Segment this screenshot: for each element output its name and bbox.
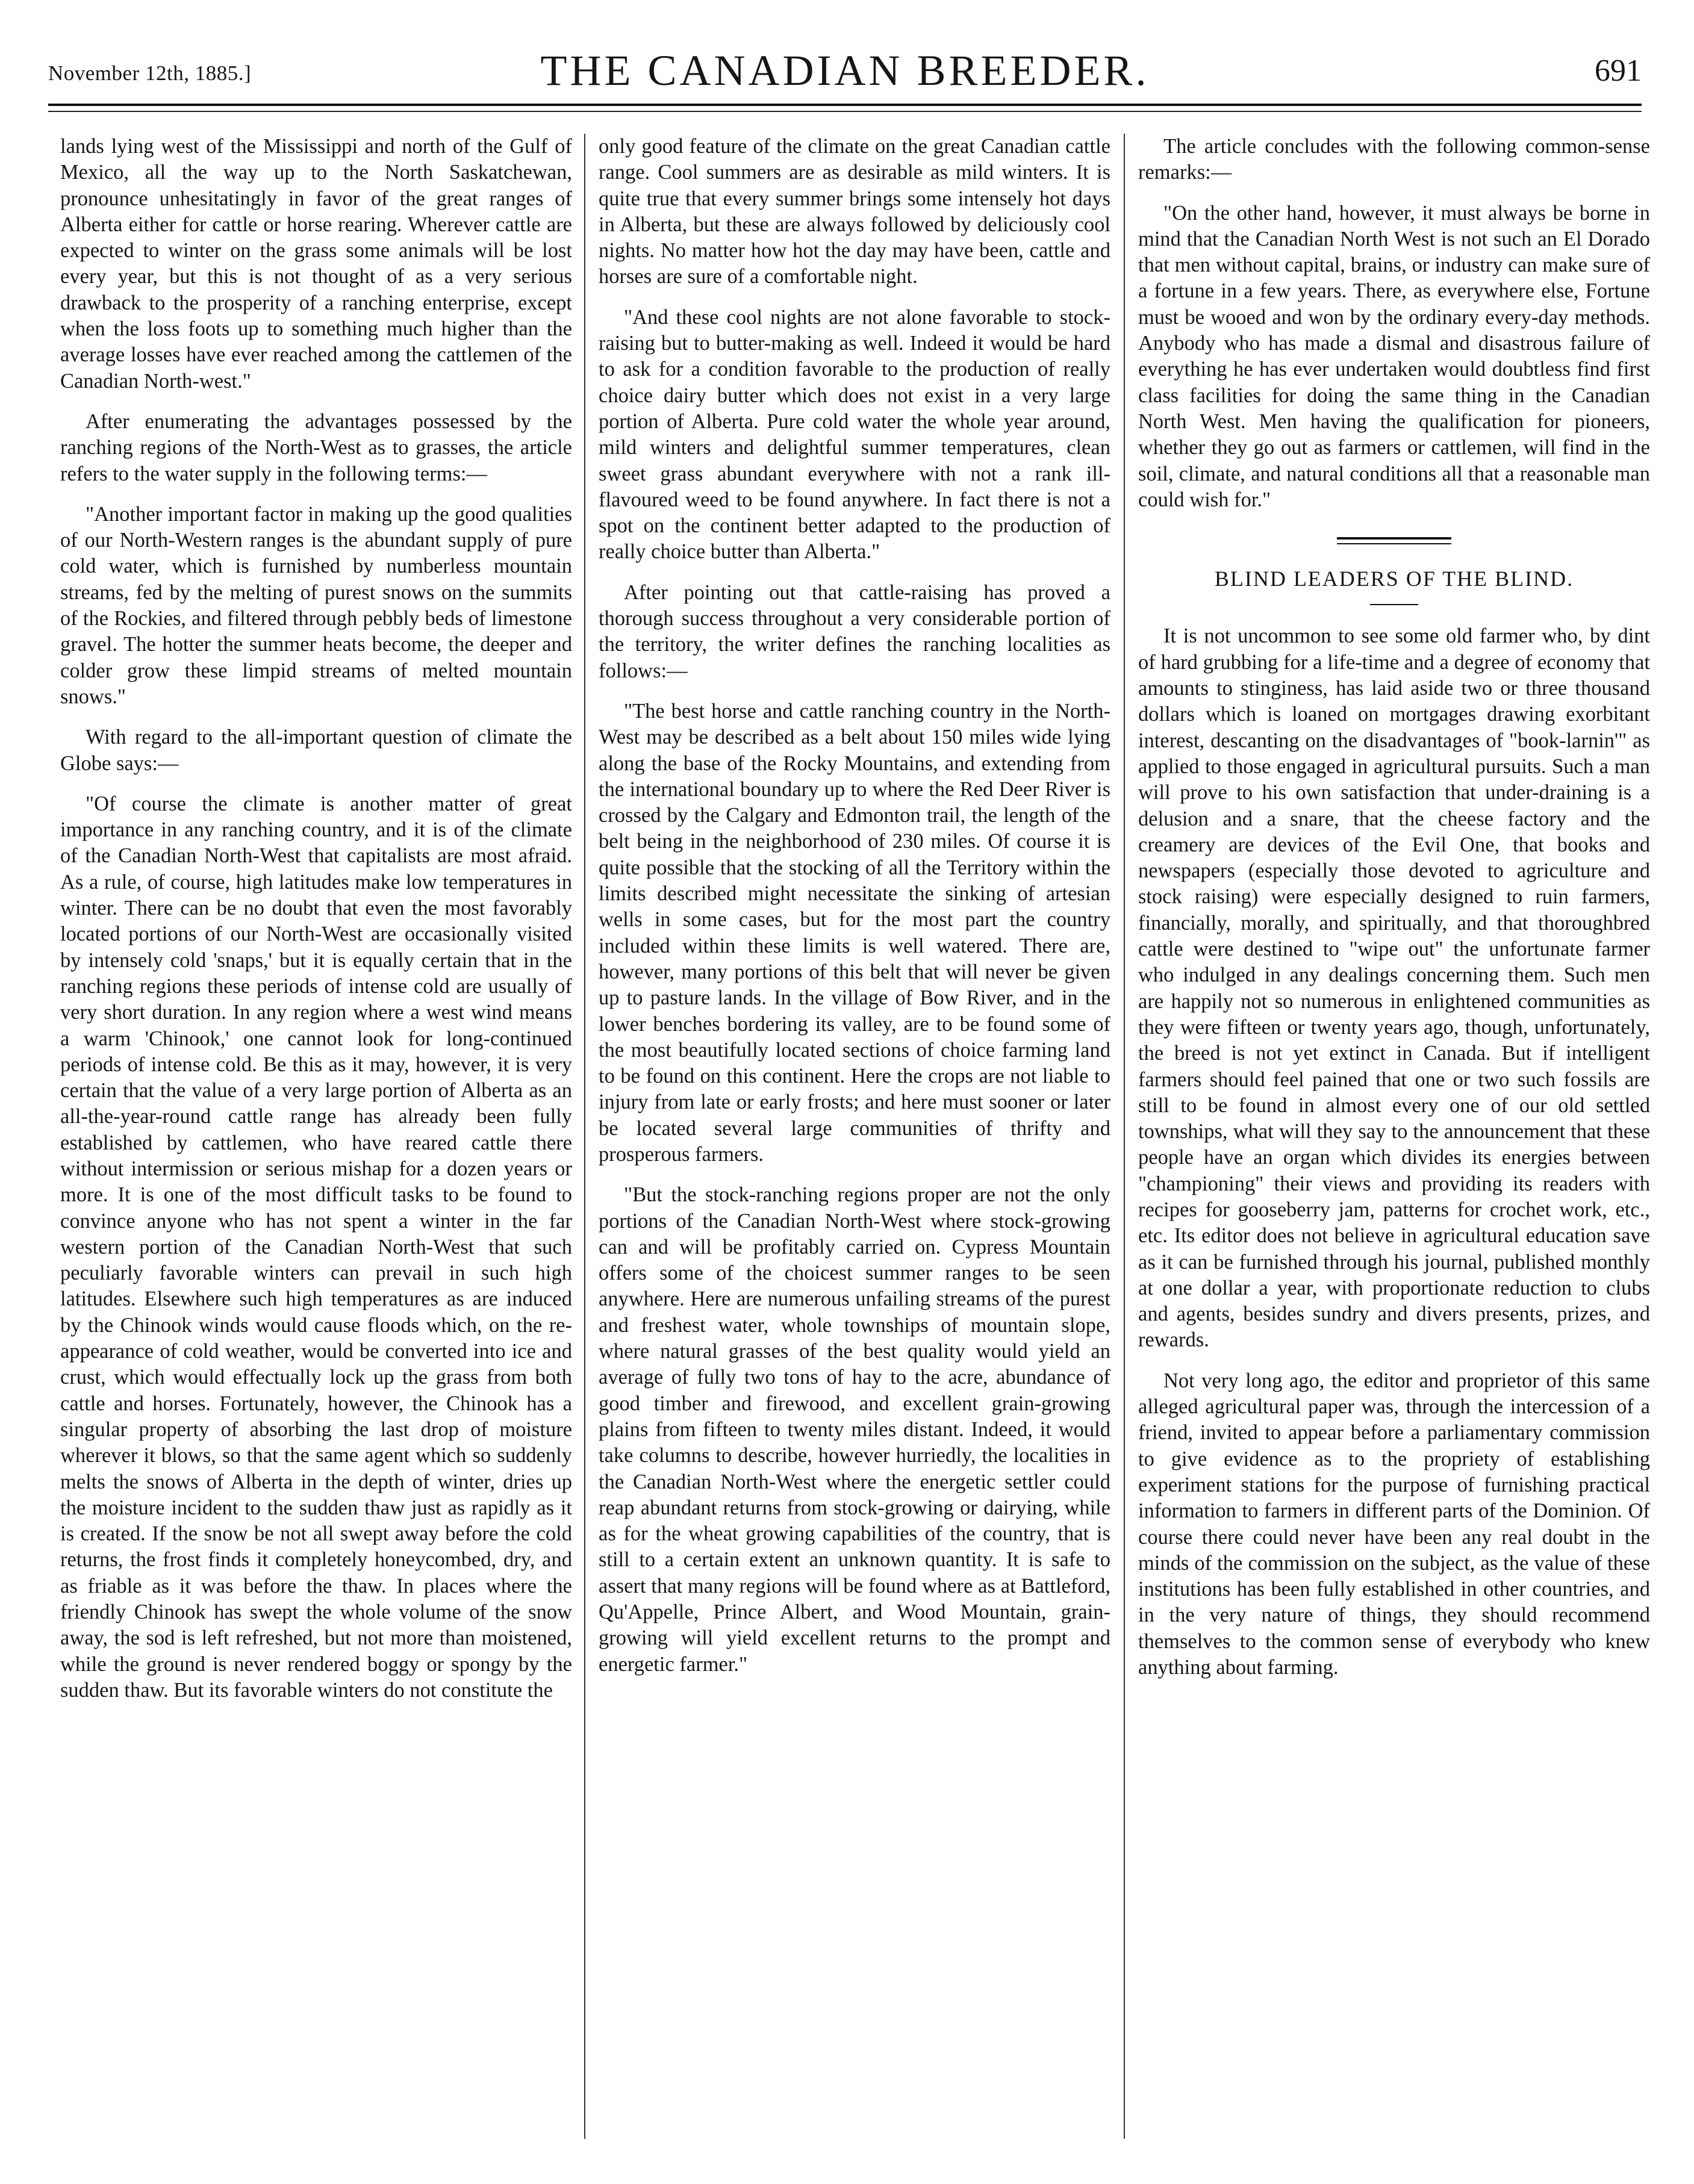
paragraph: lands lying west of the Mississippi and north of the Gulf of Mexico, all the way up to the North Saskatchewan, pronounce unhesitatingly in favor of the great ranges of Alberta either for cattle or horse rearing. Wherever cattle are expected to winter on the grass some animals will be lost every year, but this is not thought of as a very serious drawback to the prosperity of a ranching enterprise, except when the loss foots up to something much higher than the average losses have ever reached among the cattlemen of the Canadian North-west." — [60, 135, 572, 393]
paragraph: "Of course the climate is another matter of great importance in any ranching country, and it is of the climate of the Canadian North-West that capitalists are most afraid. As a rule, of course, high latitudes make low temperatures in winter. There can be no doubt that even the most favorably located portions of our North-West are occasionally visited by intensely cold 'snaps,' but it is equally certain that in the ranching regions these periods of intense cold are usually of very short duration. In any region where a west wind means a warm 'Chinook,' one cannot look for long-continued periods of intense cold. Be this as it may, however, it is very certain that the value of a very large portion of Alberta as an all-the-year-round cattle range has already been fully established by cattlemen, who have reared cattle there without intermission or serious mishap for a dozen years or more. It is one of the most difficult tasks to be found to convince anyone who has not spent a winter in the far western portion of the Canadian North-West that such peculiarly favorable winters can prevail in such high latitudes. Elsewhere such high temperatures as are induced by the Chinook winds would cause floods which, on the re-appearance of cold weather, would be converted into ice and crust, which would effectually lock up the grass from both cattle and horses. Fortunately, however, the Chinook has a singular property of absorbing the last drop of moisture wherever it blows, so that the same agent which so suddenly melts the snows of Alberta in the depth of winter, dries up the moisture incident to the sudden thaw just as rapidly as it is created. If the snow be not all swept away before the cold returns, the frost finds it completely honeycombed, dry, and as friable as it was before the thaw. In places where the friendly Chinook has swept the whole volume of the snow away, the sod is left refreshed, but not more than moistened, while the ground is never rendered boggy or spongy by the sudden thaw. But its favorable winters do not constitute the — [60, 792, 572, 1702]
page-number: 691 — [1595, 54, 1642, 88]
paragraph: Not very long ago, the editor and proprietor of this same alleged agricultural paper was, through the intercession of a friend, invited to appear before a parliamentary commission to give evidence as to the propriety of establishing experiment stations for the purpose of furnishing practical information to farmers in different parts of the Dominion. Of course there could never have been any real doubt in the minds of the commission on the subject, as the value of these institutions has been fully established in other countries, and in the very nature of things, they should recommend themselves to the common sense of everybody who knew anything about farming. — [1138, 1369, 1650, 1679]
paragraph: After pointing out that cattle-raising has proved a thorough success throughout a very considerable portion of the territory, the writer defines the ranching localities as follows:— — [599, 580, 1110, 682]
article-heading: BLIND LEADERS OF THE BLIND. — [1214, 567, 1574, 591]
paragraph: "Another important factor in making up the good qualities of our North-Western ranges is the abundant supply of pure cold water, which is furnished by numberless mountain streams, fed by the melting of purest snows on the summits of the Rockies, and filtered through pebbly beds of limestone gravel. The hotter the summer heats become, the deeper and colder grow these limpid streams of melted mountain snows." — [60, 502, 572, 708]
header-rule — [48, 104, 1642, 106]
column-divider — [584, 134, 585, 2139]
column-2 — [599, 134, 1110, 1678]
column-divider — [1124, 134, 1125, 2139]
paragraph: "And these cool nights are not alone favorable to stock-raising but to butter-making as well. Indeed it would be hard to ask for a condition favorable to the production of really choice dairy butter which does not exist in a very large portion of Alberta. Pure cold water the whole year around, mild winters and delightful summer temperatures, clean sweet grass abundant everywhere with not a rank ill-flavoured weed to be found anywhere. In fact there is not a spot on the continent better adapted to the production of really choice butter than Alberta." — [599, 305, 1110, 564]
paragraph: The article concludes with the following common-sense remarks:— — [1138, 135, 1650, 184]
column-1 — [60, 134, 572, 1703]
paragraph: "On the other hand, however, it must always be borne in mind that the Canadian North West is not such an El Dorado that men without capital, brains, or industry can make sure of a fortune in a few years. There, as everywhere else, Fortune must be wooed and won by the ordinary every-day methods. Anybody who has made a dismal and disastrous failure of everything he has ever undertaken would doubtless find first class facilities for doing the same thing in the Canadian North West. Men having the qualification for pioneers, whether they go out as farmers or cattlemen, will find in the soil, climate, and natural conditions all that a reasonable man could wish for." — [1138, 201, 1650, 511]
column-3 — [1138, 134, 1650, 1681]
masthead — [48, 45, 1642, 105]
paragraph: It is not uncommon to see some old farmer who, by dint of hard grubbing for a life-time and a degree of economy that amounts to stinginess, has laid aside two or three thousand dollars which is loaned on mortgages drawing exorbitant interest, descanting on the disadvantages of "book-larnin'" as applied to those engaged in agricultural pursuits. Such a man will prove to his own satisfaction that under-draining is a delusion and a snare, that the cheese factory and the creamery are devices of the Evil One, that books and newspapers (especially those devoted to agriculture and stock raising) were especially designed to ruin farmers, financially, morally, and spiritually, and that thoroughbred cattle were destined to "wipe out" the unfortunate farmer who indulged in any dealings concerning them. Such men are happily not so numerous in enlightened communities as they were fifteen or twenty years ago, though, unfortunately, the breed is not yet extinct in Canada. But if intelligent farmers should feel pained that one or two such fossils are still to be found in almost every one of our old settled townships, what will they say to the announcement that these people have an organ which divides its energies between "championing" their views and providing its readers with recipes for gooseberry jam, patterns for crochet work, etc., etc. Its editor does not believe in agricultural education save as it can be furnished through his journal, published monthly at one dollar a year, with proportionate reduction to clubs and agents, besides sundry and divers presents, prizes, and rewards. — [1138, 624, 1650, 1352]
paragraph: After enumerating the advantages possessed by the ranching regions of the North-West as to grasses, the article refers to the water supply in the following terms:— — [60, 409, 572, 485]
paragraph: only good feature of the climate on the great Canadian cattle range. Cool summers are as desirable as mild winters. It is quite true that every summer brings some intensely hot days in Alberta, but these are always followed by deliciously cool nights. No matter how hot the day may have been, cattle and horses are sure of a comfortable night. — [599, 135, 1110, 288]
issue-date: November 12th, 1885.] — [48, 61, 252, 85]
header-rule-thin — [48, 111, 1642, 112]
paragraph: "But the stock-ranching regions proper are not the only portions of the Canadian North-West where stock-growing can and will be profitably carried on. Cypress Mountain offers some of the choicest summer ranges to be seen anywhere. Here are numerous unfailing streams of the purest and freshest water, whole townships of mountain slope, where natural grasses of the best quality would yield an average of fully two tons of hay to the acre, abundance of good timber and firewood, and excellent grain-growing plains from fifteen to twenty miles distant. Indeed, it would take columns to describe, however hurriedly, the localities in the Canadian North-West where the energetic settler could reap abundant returns from stock-growing or dairying, while as for the wheat growing capabilities of the country, that is still to a certain extent an unknown quantity. It is safe to assert that many regions will be found where as at Battleford, Qu'Appelle, Prince Albert, and Wood Mountain, grain-growing will yield excellent returns to the prompt and energetic farmer." — [599, 1183, 1110, 1676]
section-ornament-rule — [1337, 537, 1451, 544]
heading-rule — [1370, 604, 1418, 605]
newspaper-title: THE CANADIAN BREEDER. — [540, 46, 1150, 95]
paragraph: "The best horse and cattle ranching country in the North-West may be described as a belt about 150 miles wide lying along the base of the Rocky Mountains, and extending from the international boundary up to where the Red Deer River is crossed by the Calgary and Edmonton trail, the length of the belt being in the neighborhood of 230 miles. Of course it is quite possible that the stocking of all the Territory within the limits described might necessitate the sinking of artesian wells in some cases, but for the most part the country included within these limits is well watered. There are, however, many portions of this belt that will never be given up to pasture lands. In the village of Bow River, and in the lower benches bordering its valley, are to be found some of the most beautifully located sections of choice farming land to be found on this continent. Here the crops are not liable to injury from late or early frosts; and here must sooner or later be located several large communities of thrifty and prosperous farmers. — [599, 699, 1110, 1166]
paragraph: With regard to the all-important question of climate the Globe says:— — [60, 726, 572, 775]
